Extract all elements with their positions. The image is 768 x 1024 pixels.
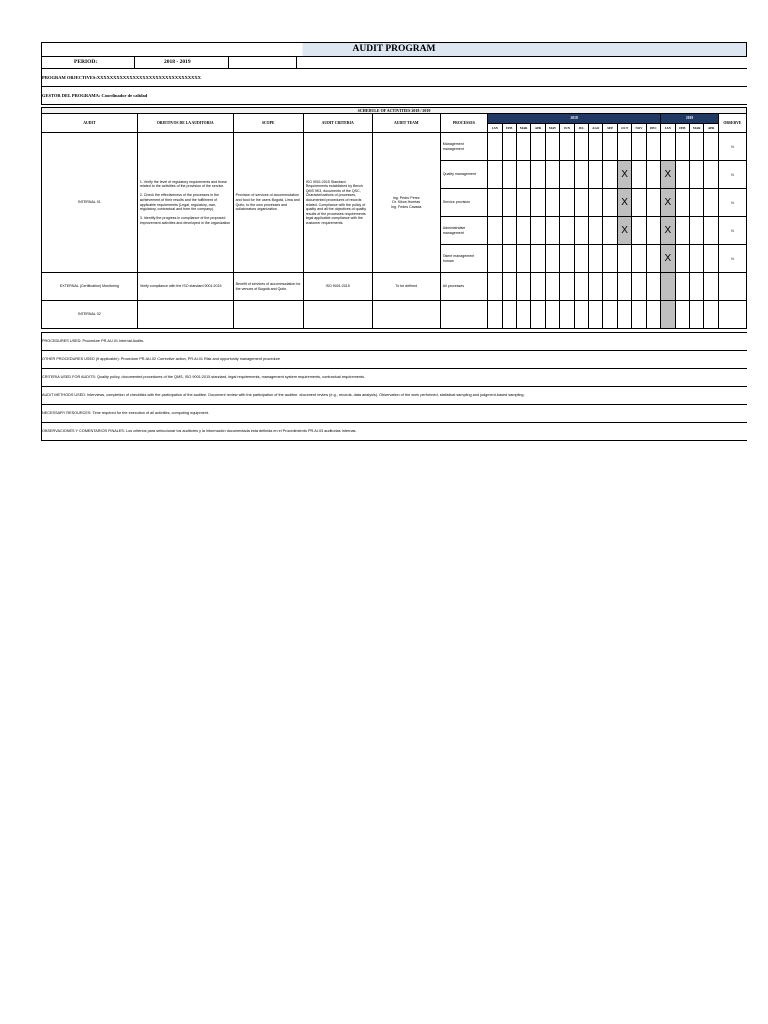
schedule-cell — [690, 245, 704, 273]
month-header: SEP — [603, 123, 617, 133]
schedule-cell — [704, 273, 718, 301]
schedule-cell — [488, 301, 502, 329]
process-name: Talent management human — [440, 245, 487, 273]
observation-cell: N — [718, 217, 746, 245]
schedule-cell — [704, 161, 718, 189]
month-header: FEB — [675, 123, 689, 133]
month-header: OCT — [617, 123, 631, 133]
schedule-cell — [646, 161, 660, 189]
schedule-cell — [488, 217, 502, 245]
external-team: To be defined — [372, 273, 440, 301]
schedule-cell — [603, 133, 617, 161]
footer-note: AUDIT METHODS USED: Interviews, completion of checklists with the participation of the auditee. Document review with the participation of the auditee. document review (e.g., records, data analysis). Observation of the work performed, statistical sampling and judgment-based sampling. — [41, 387, 747, 405]
schedule-mark: X — [617, 189, 631, 217]
col-team: AUDIT TEAM — [372, 114, 440, 133]
schedule-cell — [574, 301, 588, 329]
schedule-cell — [560, 273, 574, 301]
schedule-cell — [545, 273, 559, 301]
schedule-cell — [488, 133, 502, 161]
audit-program-sheet — [41, 42, 747, 441]
schedule-cell — [560, 217, 574, 245]
schedule-cell — [531, 133, 545, 161]
observation-cell: N — [718, 245, 746, 273]
schedule-cell — [545, 161, 559, 189]
schedule-cell — [646, 217, 660, 245]
program-manager: GESTOR DEL PROGRAMA: Coordinador de calidad — [41, 87, 747, 105]
year-2018: 2018 — [488, 114, 661, 124]
footer-notes — [41, 332, 747, 441]
schedule-cell — [675, 161, 689, 189]
schedule-cell — [545, 245, 559, 273]
period-label: PERIOD: — [74, 59, 98, 65]
month-header: JAN — [488, 123, 502, 133]
audit-internal-01: INTERNAL 01 — [42, 133, 138, 273]
schedule-cell — [617, 133, 631, 161]
program-objectives: PROGRAM OBJECTIVES:XXXXXXXXXXXXXXXXXXXXXXXXXXXXXXXX — [41, 69, 747, 87]
external-criteria: ISO 9001:2015 — [303, 273, 372, 301]
schedule-cell — [560, 161, 574, 189]
schedule-cell — [545, 133, 559, 161]
schedule-cell — [704, 245, 718, 273]
schedule-cell — [531, 189, 545, 217]
footer-note: PROCEDURES USED: Procedure PR.AU.01 Internal Audits. — [41, 333, 747, 351]
schedule-cell — [675, 189, 689, 217]
schedule-cell — [545, 189, 559, 217]
schedule-cell — [531, 245, 545, 273]
footer-note: CRITERIA USED FOR AUDITS: Quality policy, documented procedures of the QMS, ISO 9001:2015 standard, legal requirements, management system requirements, contractual requirements. — [41, 369, 747, 387]
schedule-cell — [531, 217, 545, 245]
schedule-cell — [603, 189, 617, 217]
month-header: DEC — [646, 123, 660, 133]
period-value: 2018 - 2019 — [164, 59, 191, 65]
schedule-cell — [574, 273, 588, 301]
schedule-cell — [690, 161, 704, 189]
schedule-cell — [560, 189, 574, 217]
schedule-cell — [589, 189, 603, 217]
schedule-mark: X — [617, 217, 631, 245]
schedule-cell — [690, 189, 704, 217]
month-header: MAR — [690, 123, 704, 133]
schedule-cell — [690, 217, 704, 245]
process-name: Management management — [440, 133, 487, 161]
schedule-cell — [589, 133, 603, 161]
internal-01-team: Ing. Pedro Perez Dr. Kikos Huertas Ing. Fedes Cavada — [372, 133, 440, 273]
schedule-mark: X — [661, 161, 675, 189]
schedule-mark: X — [661, 189, 675, 217]
schedule-cell — [516, 189, 530, 217]
schedule-cell — [704, 217, 718, 245]
schedule-cell — [502, 245, 516, 273]
month-header: FEB — [502, 123, 516, 133]
month-header: JAN — [661, 123, 675, 133]
schedule-cell — [560, 133, 574, 161]
schedule-cell — [502, 189, 516, 217]
schedule-mark: X — [661, 245, 675, 273]
col-processes: PROCESSES — [440, 114, 487, 133]
schedule-cell — [531, 161, 545, 189]
month-header: NOV — [632, 123, 646, 133]
schedule-cell — [632, 133, 646, 161]
schedule-cell — [502, 161, 516, 189]
schedule-cell — [690, 273, 704, 301]
schedule-table — [41, 107, 747, 329]
footer-note: NECESSARY RESOURCES: Time required for the execution of all activities, computing equipment. — [41, 405, 747, 423]
schedule-cell — [603, 301, 617, 329]
schedule-cell — [516, 245, 530, 273]
schedule-cell — [675, 133, 689, 161]
schedule-cell — [589, 273, 603, 301]
footer-note: OBSERVACIONES Y COMENTARIOS FINALES: Los criterios para seleccionar los auditores y la información documentada esta definida en el Procedimiento PR.AI.03 auditorias Internas. — [41, 423, 747, 441]
process-name: Administrative management — [440, 217, 487, 245]
schedule-cell — [574, 133, 588, 161]
audit-internal-02: INTERNAL 02 — [42, 301, 138, 329]
schedule-cell — [502, 273, 516, 301]
schedule-cell — [488, 161, 502, 189]
schedule-cell — [632, 273, 646, 301]
schedule-cell — [516, 217, 530, 245]
internal-01-criteria: ISO 9001:2015 Standard. Requirements established by Bench QMS 9K3, documents of the QSC, Characterizations of processes, documented procedures of records related. Compliance with the policy of quality and all the objectives of quality results of the processes requirements legal applicable compliance with the customer requirements. — [303, 133, 372, 273]
month-header: APR — [531, 123, 545, 133]
observation-cell — [718, 273, 746, 301]
page-title: AUDIT PROGRAM — [41, 42, 747, 56]
col-criteria: AUDIT CRITERIA — [303, 114, 372, 133]
month-header: AGO — [589, 123, 603, 133]
schedule-cell — [603, 273, 617, 301]
schedule-cell — [603, 161, 617, 189]
schedule-cell — [646, 245, 660, 273]
schedule-cell — [617, 301, 631, 329]
schedule-cell — [502, 217, 516, 245]
col-objectives: OBJETIVOS DE LA AUDITORIA — [137, 114, 233, 133]
schedule-cell — [632, 245, 646, 273]
month-header: APR — [704, 123, 718, 133]
schedule-cell — [632, 217, 646, 245]
process-name: Quality management — [440, 161, 487, 189]
schedule-cell — [632, 301, 646, 329]
schedule-mark: X — [661, 217, 675, 245]
schedule-cell — [545, 217, 559, 245]
schedule-cell — [574, 189, 588, 217]
schedule-cell — [488, 189, 502, 217]
observation-cell: N — [718, 161, 746, 189]
audit-external: EXTERNAL (Certification) Monitoring — [42, 273, 138, 301]
schedule-cell — [646, 301, 660, 329]
schedule-cell — [603, 245, 617, 273]
schedule-cell — [560, 245, 574, 273]
schedule-cell — [603, 217, 617, 245]
month-header: MAR — [516, 123, 530, 133]
schedule-cell — [545, 301, 559, 329]
schedule-cell — [646, 273, 660, 301]
schedule-cell — [589, 301, 603, 329]
schedule-cell — [574, 217, 588, 245]
col-audit: AUDIT — [42, 114, 138, 133]
external-objectives: Verify compliance with the ISO standard 9001:2015 — [137, 273, 233, 301]
footer-note: OTHER PROCEDURES USED (If applicable): Procedure PR.AU.02 Corrective action, PR.AI.01 Risk and opportunity management procedure — [41, 351, 747, 369]
schedule-cell — [661, 133, 675, 161]
schedule-cell — [617, 273, 631, 301]
schedule-cell — [632, 161, 646, 189]
external-processes: All processes — [440, 273, 487, 301]
schedule-cell — [589, 217, 603, 245]
col-scope: SCOPE — [233, 114, 303, 133]
schedule-cell — [690, 133, 704, 161]
schedule-cell — [488, 273, 502, 301]
observation-cell: N — [718, 189, 746, 217]
month-header: MAY — [545, 123, 559, 133]
schedule-cell — [574, 245, 588, 273]
schedule-cell — [531, 273, 545, 301]
schedule-cell — [646, 189, 660, 217]
schedule-cell — [516, 161, 530, 189]
schedule-cell — [704, 189, 718, 217]
schedule-title: SCHEDULE OF ACTIVITIES 2018 / 2019 — [42, 108, 747, 114]
schedule-cell — [531, 301, 545, 329]
schedule-cell — [589, 161, 603, 189]
schedule-cell — [516, 273, 530, 301]
schedule-cell — [516, 133, 530, 161]
period-row — [41, 56, 747, 69]
internal-01-scope: Provision of services of accommodation and food for the users Bogotá, Lima and Quito, to the own processes and collaborators organization. — [233, 133, 303, 273]
observation-cell — [718, 301, 746, 329]
col-observe: OBSERVE — [718, 114, 746, 133]
schedule-cell — [560, 301, 574, 329]
schedule-cell — [502, 301, 516, 329]
month-header: JUL — [574, 123, 588, 133]
schedule-cell — [516, 301, 530, 329]
schedule-mark: X — [617, 161, 631, 189]
schedule-cell — [589, 245, 603, 273]
observation-cell: N — [718, 133, 746, 161]
schedule-cell — [704, 133, 718, 161]
process-name: Service provision — [440, 189, 487, 217]
schedule-cell — [502, 133, 516, 161]
schedule-cell — [617, 245, 631, 273]
schedule-cell — [661, 273, 675, 301]
schedule-cell — [661, 301, 675, 329]
month-header: JUN — [560, 123, 574, 133]
year-2019: 2019 — [661, 114, 719, 124]
schedule-cell — [646, 133, 660, 161]
schedule-cell — [675, 217, 689, 245]
schedule-cell — [675, 301, 689, 329]
schedule-cell — [704, 301, 718, 329]
schedule-cell — [488, 245, 502, 273]
schedule-cell — [675, 245, 689, 273]
internal-01-objectives: 1. Verify the level of regulatory requirements and those related to the activities of the provision of the service. 2. Check the effectiveness of the processes in the achievement of their results and the fulfillment of applicable requirements (Legal, regulatory, own, regulatory, contractual and from the company). 3. Identify the progress in compliance of the proposed improvement activities and developed in the organization — [137, 133, 233, 273]
schedule-cell — [574, 161, 588, 189]
external-scope: Benefit of services of accommodation for the venues of Bogotá and Quito. — [233, 273, 303, 301]
schedule-cell — [675, 273, 689, 301]
schedule-cell — [690, 301, 704, 329]
schedule-cell — [632, 189, 646, 217]
